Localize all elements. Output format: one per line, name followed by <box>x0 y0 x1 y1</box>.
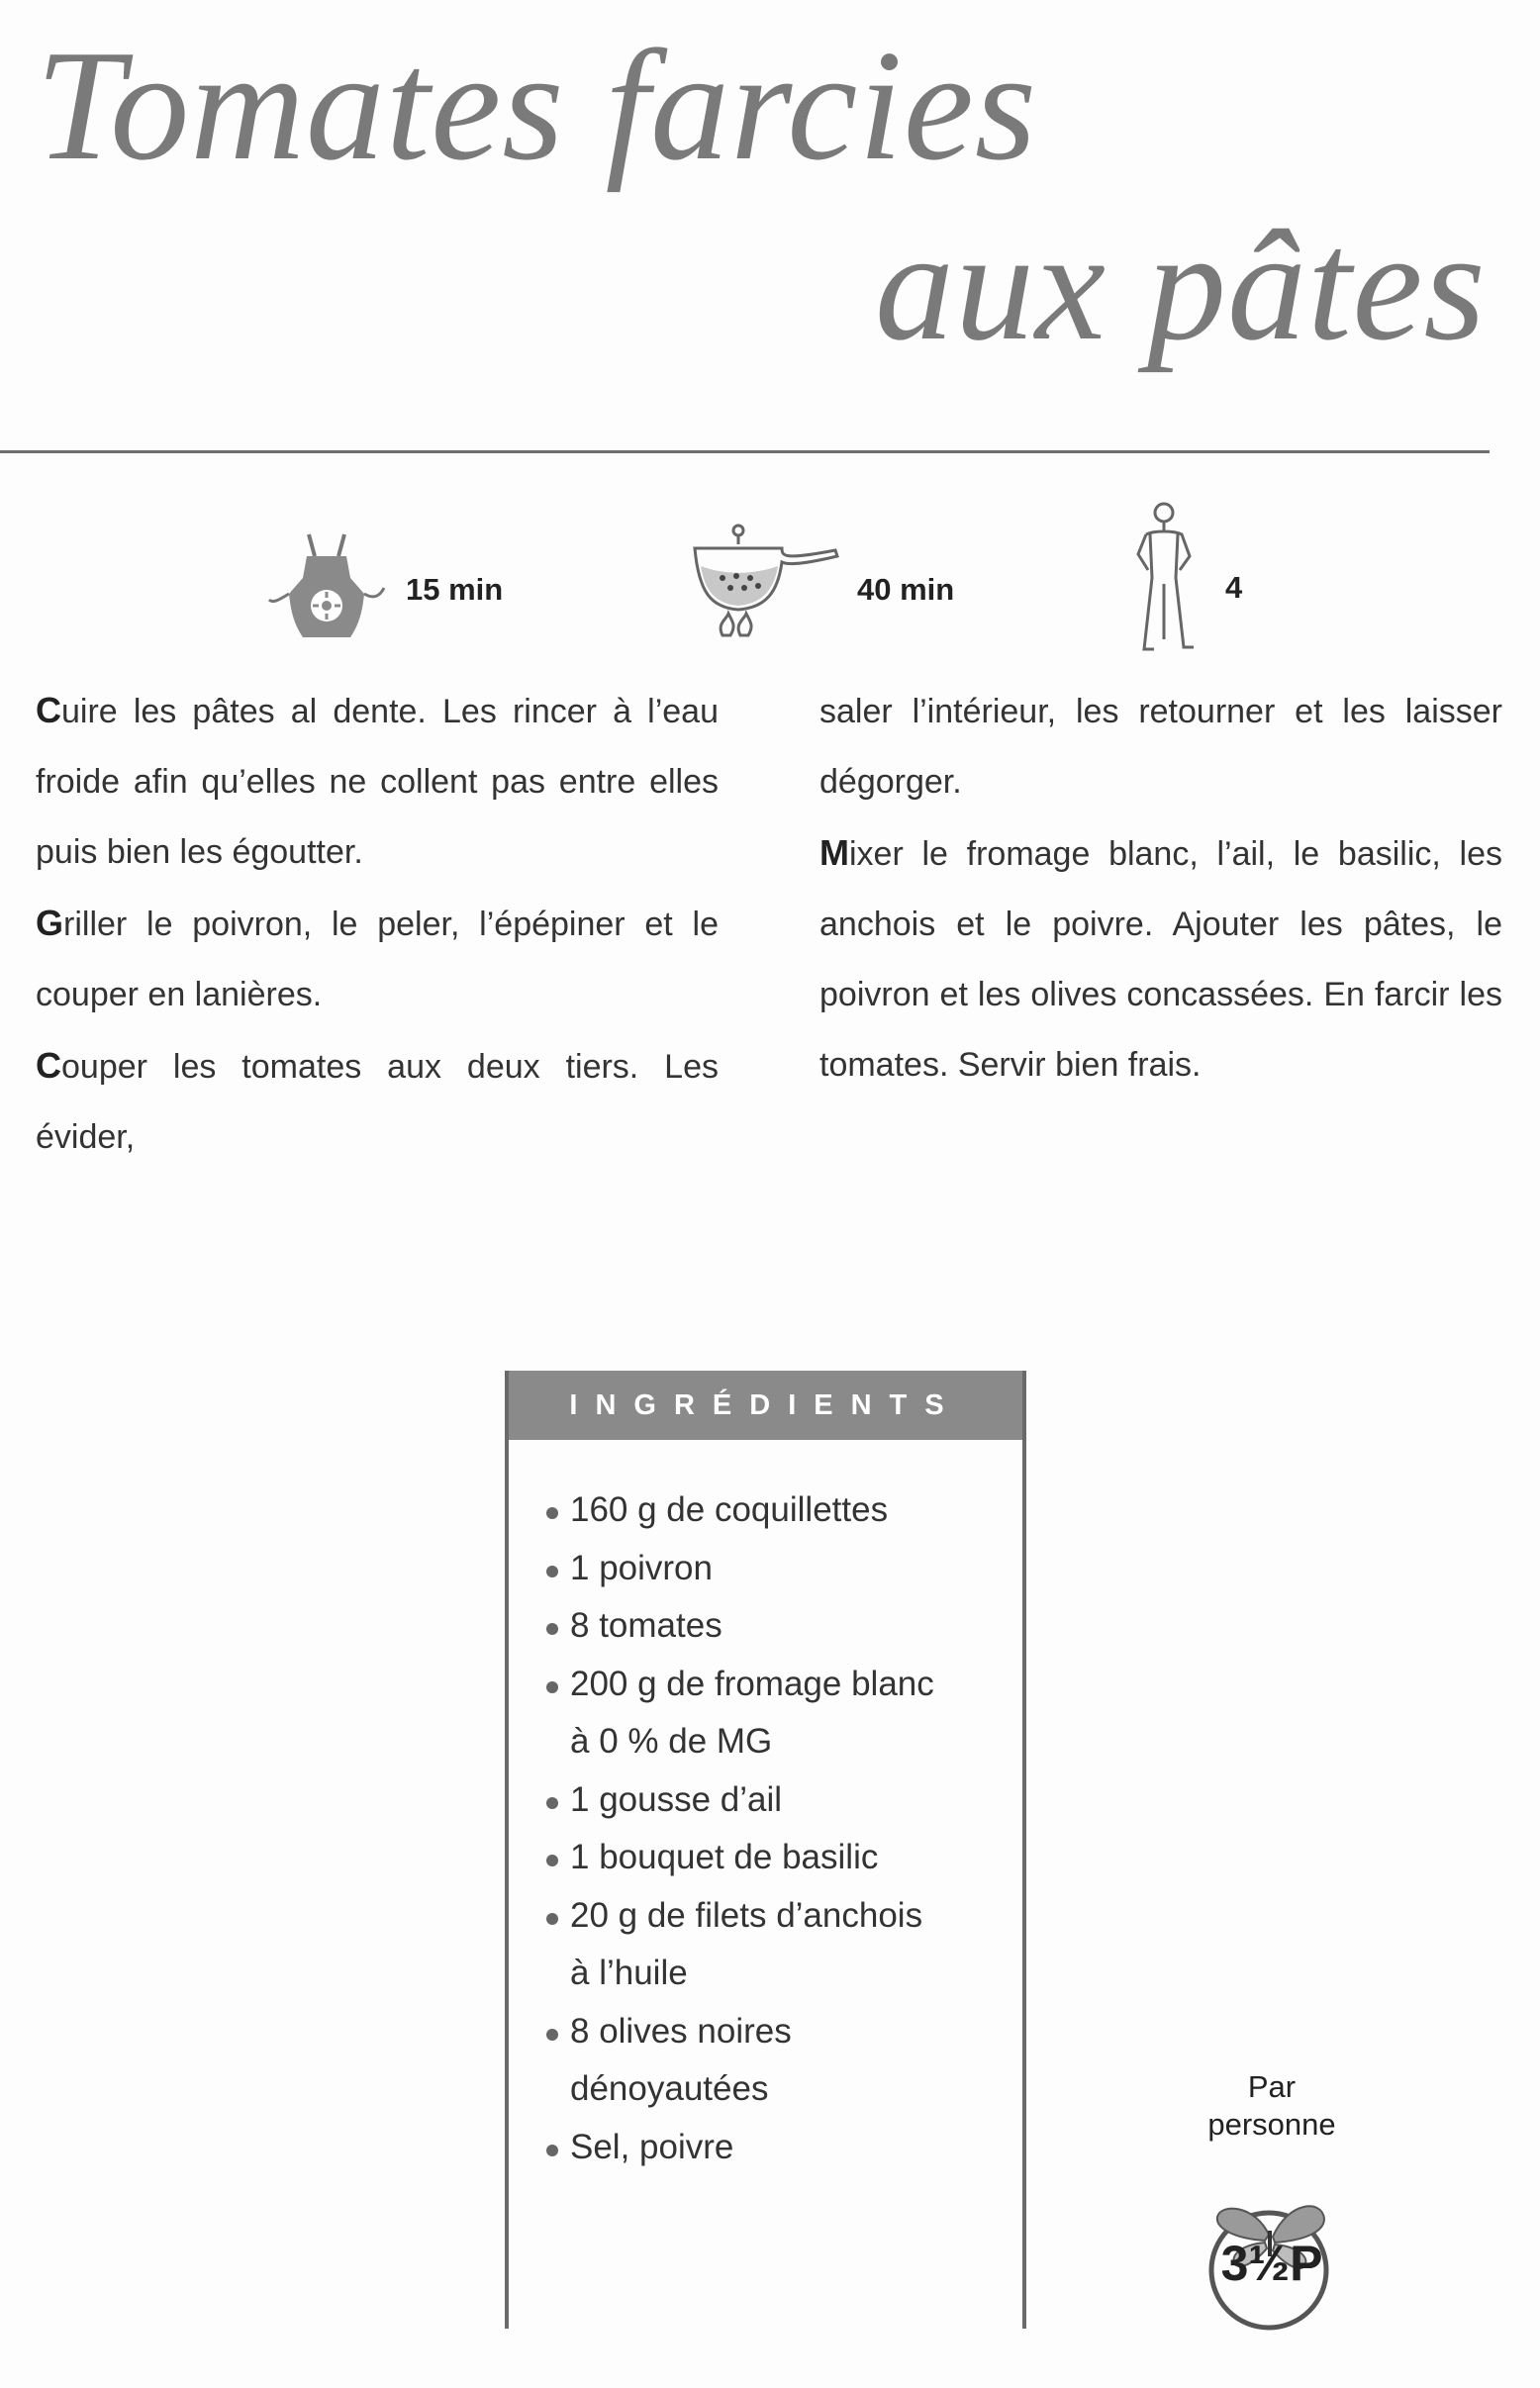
ingredient-item: 1 gousse d’ail <box>546 1771 934 1830</box>
bullet-icon <box>546 1913 558 1925</box>
step-paragraph: Griller le poivron, le peler, l’épépiner et le couper en lanières. <box>36 903 719 1013</box>
apron-icon <box>267 526 386 645</box>
recipe-title-line-1: Tomates farcies <box>36 17 1038 193</box>
bullet-icon <box>546 1507 558 1519</box>
bullet-icon <box>546 2029 558 2041</box>
steps-column-right <box>819 675 1502 1100</box>
step-paragraph: saler l’intérieur, les retourner et les laisser dégorger. <box>819 693 1502 801</box>
bullet-icon <box>546 1797 558 1809</box>
ingredient-item: 1 poivron <box>546 1540 934 1598</box>
ingredients-list <box>546 1481 934 2176</box>
ingredient-item: Sel, poivre <box>546 2119 934 2177</box>
steps-column-left <box>36 675 719 1173</box>
points-value: 3½P <box>1220 2236 1323 2291</box>
ingredients-box <box>505 1371 1026 2329</box>
servings: 4 <box>1225 570 1243 605</box>
ingredients-heading: INGRÉDIENTS <box>509 1371 1022 1440</box>
bullet-icon <box>546 1855 558 1866</box>
points-label: Par personne <box>1207 2069 1336 2142</box>
cook-time: 40 min <box>857 572 955 607</box>
recipe-title-line-2: aux pâtes <box>875 197 1487 373</box>
step-paragraph: Mixer le fromage blanc, l’ail, le basilic, les anchois et le poivre. Ajouter les pâtes, le poivron et les olives concassées. En farcir les tomates. Servir bien frais. <box>819 832 1502 1084</box>
cooking-pot-icon <box>687 521 845 649</box>
person-icon <box>1124 501 1198 659</box>
bullet-icon <box>546 1623 558 1635</box>
bullet-icon <box>546 1566 558 1577</box>
ingredient-item: 8 tomates <box>546 1597 934 1656</box>
bullet-icon <box>546 1681 558 1693</box>
ingredient-item: 1 bouquet de basilic <box>546 1829 934 1887</box>
title-divider <box>0 450 1490 453</box>
ingredient-item: 200 g de fromage blanc à 0 % de MG <box>546 1656 934 1771</box>
step-paragraph: Cuire les pâtes al dente. Les rincer à l’eau froide afin qu’elles ne collent pas entre elles puis bien les égoutter. <box>36 690 719 871</box>
bullet-icon <box>546 2145 558 2156</box>
ingredient-item: 20 g de filets d’anchois à l’huile <box>546 1887 934 2003</box>
prep-time: 15 min <box>406 572 504 607</box>
ingredient-item: 8 olives noires dénoyautées <box>546 2003 934 2119</box>
ingredient-item: 160 g de coquillettes <box>546 1481 934 1540</box>
step-paragraph: Couper les tomates aux deux tiers. Les évider, <box>36 1045 719 1156</box>
